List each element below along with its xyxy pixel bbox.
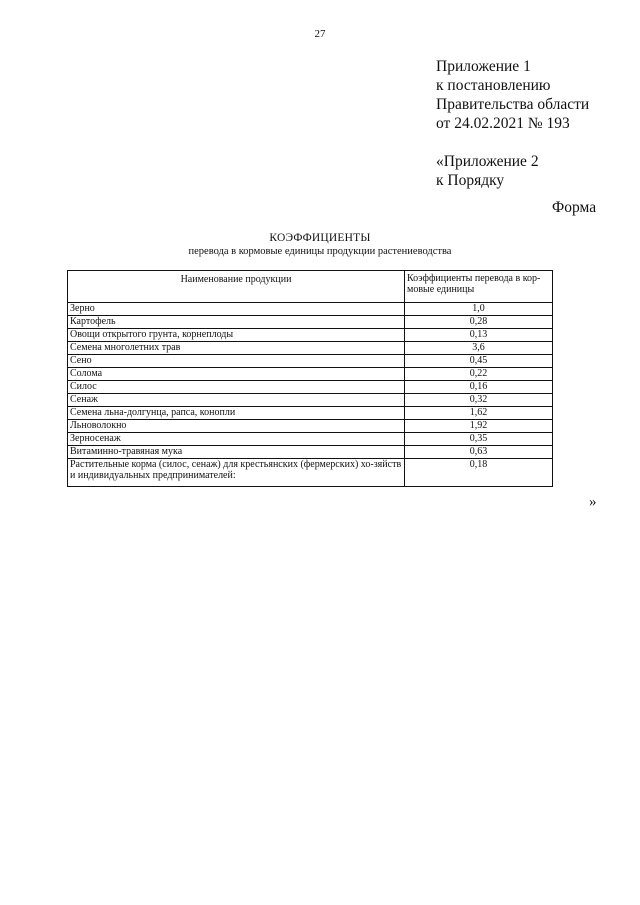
coefficient-value: 0,32 [405,394,553,407]
appendix-line-2: к постановлению [436,77,551,94]
appendix-line-5: «Приложение 2 [436,153,539,170]
table-row [68,355,553,368]
document-subtitle: перевода в кормовые единицы продукции растениеводства [188,246,452,257]
product-name: Растительные корма (силос, сенаж) для крестьянских (фермерских) хо-зяйств и индивидуальных предпринимателей: [68,459,405,487]
coefficient-value: 1,0 [405,303,553,316]
coefficients-table [67,270,553,487]
table-row [68,381,553,394]
closing-quote: » [589,494,597,510]
appendix-line-3: Правительства области [436,96,590,113]
appendix-line-6: к Порядку [436,172,505,189]
product-name: Семена льна-долгунца, рапса, конопли [68,407,405,420]
product-name: Сено [68,355,405,368]
coefficient-value: 1,62 [405,407,553,420]
appendix-header [436,57,589,190]
table-row [68,420,553,433]
coefficient-value: 0,22 [405,368,553,381]
table-row [68,459,553,487]
coefficient-value: 0,18 [405,459,553,487]
appendix-line-1: Приложение 1 [436,58,531,75]
table-row [68,342,553,355]
product-name: Зерносенаж [68,433,405,446]
table-row [68,316,553,329]
coefficient-value: 0,45 [405,355,553,368]
table-row [68,368,553,381]
product-name: Силос [68,381,405,394]
coefficient-value: 0,28 [405,316,553,329]
table-row [68,329,553,342]
product-name: Солома [68,368,405,381]
product-name: Льноволокно [68,420,405,433]
appendix-line-4: от 24.02.2021 № 193 [436,115,570,132]
coefficient-value: 0,63 [405,446,553,459]
header-coefficient: Коэффициенты перевода в кор-мовые единицы [405,271,553,303]
page-number: 27 [314,28,326,40]
table-row [68,407,553,420]
appendix-spacer [436,133,589,152]
table-header-row [68,271,553,303]
table-row [68,446,553,459]
coefficient-value: 0,13 [405,329,553,342]
table-row [68,433,553,446]
table-row [68,394,553,407]
form-label: Форма [552,199,597,216]
product-name: Сенаж [68,394,405,407]
table-row [68,303,553,316]
product-name: Картофель [68,316,405,329]
coefficient-value: 0,35 [405,433,553,446]
coefficient-value: 0,16 [405,381,553,394]
product-name: Зерно [68,303,405,316]
header-product-name: Наименование продукции [68,271,405,303]
product-name: Витаминно-травяная мука [68,446,405,459]
product-name: Семена многолетних трав [68,342,405,355]
document-title: КОЭФФИЦИЕНТЫ [269,232,371,244]
coefficient-value: 3,6 [405,342,553,355]
product-name: Овощи открытого грунта, корнеплоды [68,329,405,342]
coefficient-value: 1,92 [405,420,553,433]
